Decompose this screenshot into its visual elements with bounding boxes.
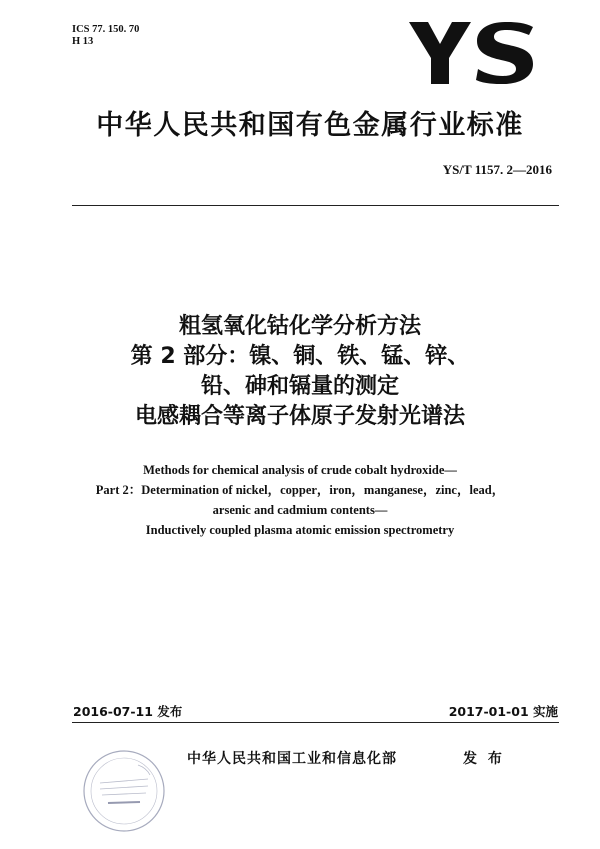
standard-number: YS/T 1157. 2—2016 xyxy=(442,162,552,177)
top-divider xyxy=(72,205,559,206)
ys-logo xyxy=(409,22,535,84)
chinese-title-line: 第 2 部分：镍、铜、铁、锰、锌、 xyxy=(130,344,470,369)
english-title xyxy=(40,460,560,540)
chinese-title-line: 铅、砷和镉量的测定 xyxy=(200,374,399,399)
english-title-line: arsenic and cadmium contents— xyxy=(212,503,388,517)
h-code: H 13 xyxy=(72,36,94,47)
english-title-line: Part 2：Determination of nickel，copper，iron，manganese，zinc，lead， xyxy=(95,483,505,497)
issue-date: 2016-07-11 发布 xyxy=(73,704,183,719)
ics-code: ICS 77. 150. 70 xyxy=(72,24,140,35)
seal-stamp-icon xyxy=(78,745,170,837)
classification-codes xyxy=(72,24,139,48)
english-title-line: Inductively coupled plasma atomic emission spectrometry xyxy=(145,523,455,537)
chinese-title-line: 粗氢氧化钴化学分析方法 xyxy=(178,314,421,339)
bottom-divider xyxy=(72,722,559,723)
chinese-title-line: 电感耦合等离子体原子发射光谱法 xyxy=(134,404,465,429)
org-title: 中华人民共和国有色金属行业标准 xyxy=(96,110,524,141)
chinese-title xyxy=(40,312,560,432)
publisher-name: 中华人民共和国工业和信息化部 xyxy=(187,751,397,767)
publish-label: 发 布 xyxy=(463,751,505,767)
english-title-line: Methods for chemical analysis of crude cobalt hydroxide— xyxy=(143,463,457,477)
implementation-date: 2017-01-01 实施 xyxy=(448,704,558,719)
